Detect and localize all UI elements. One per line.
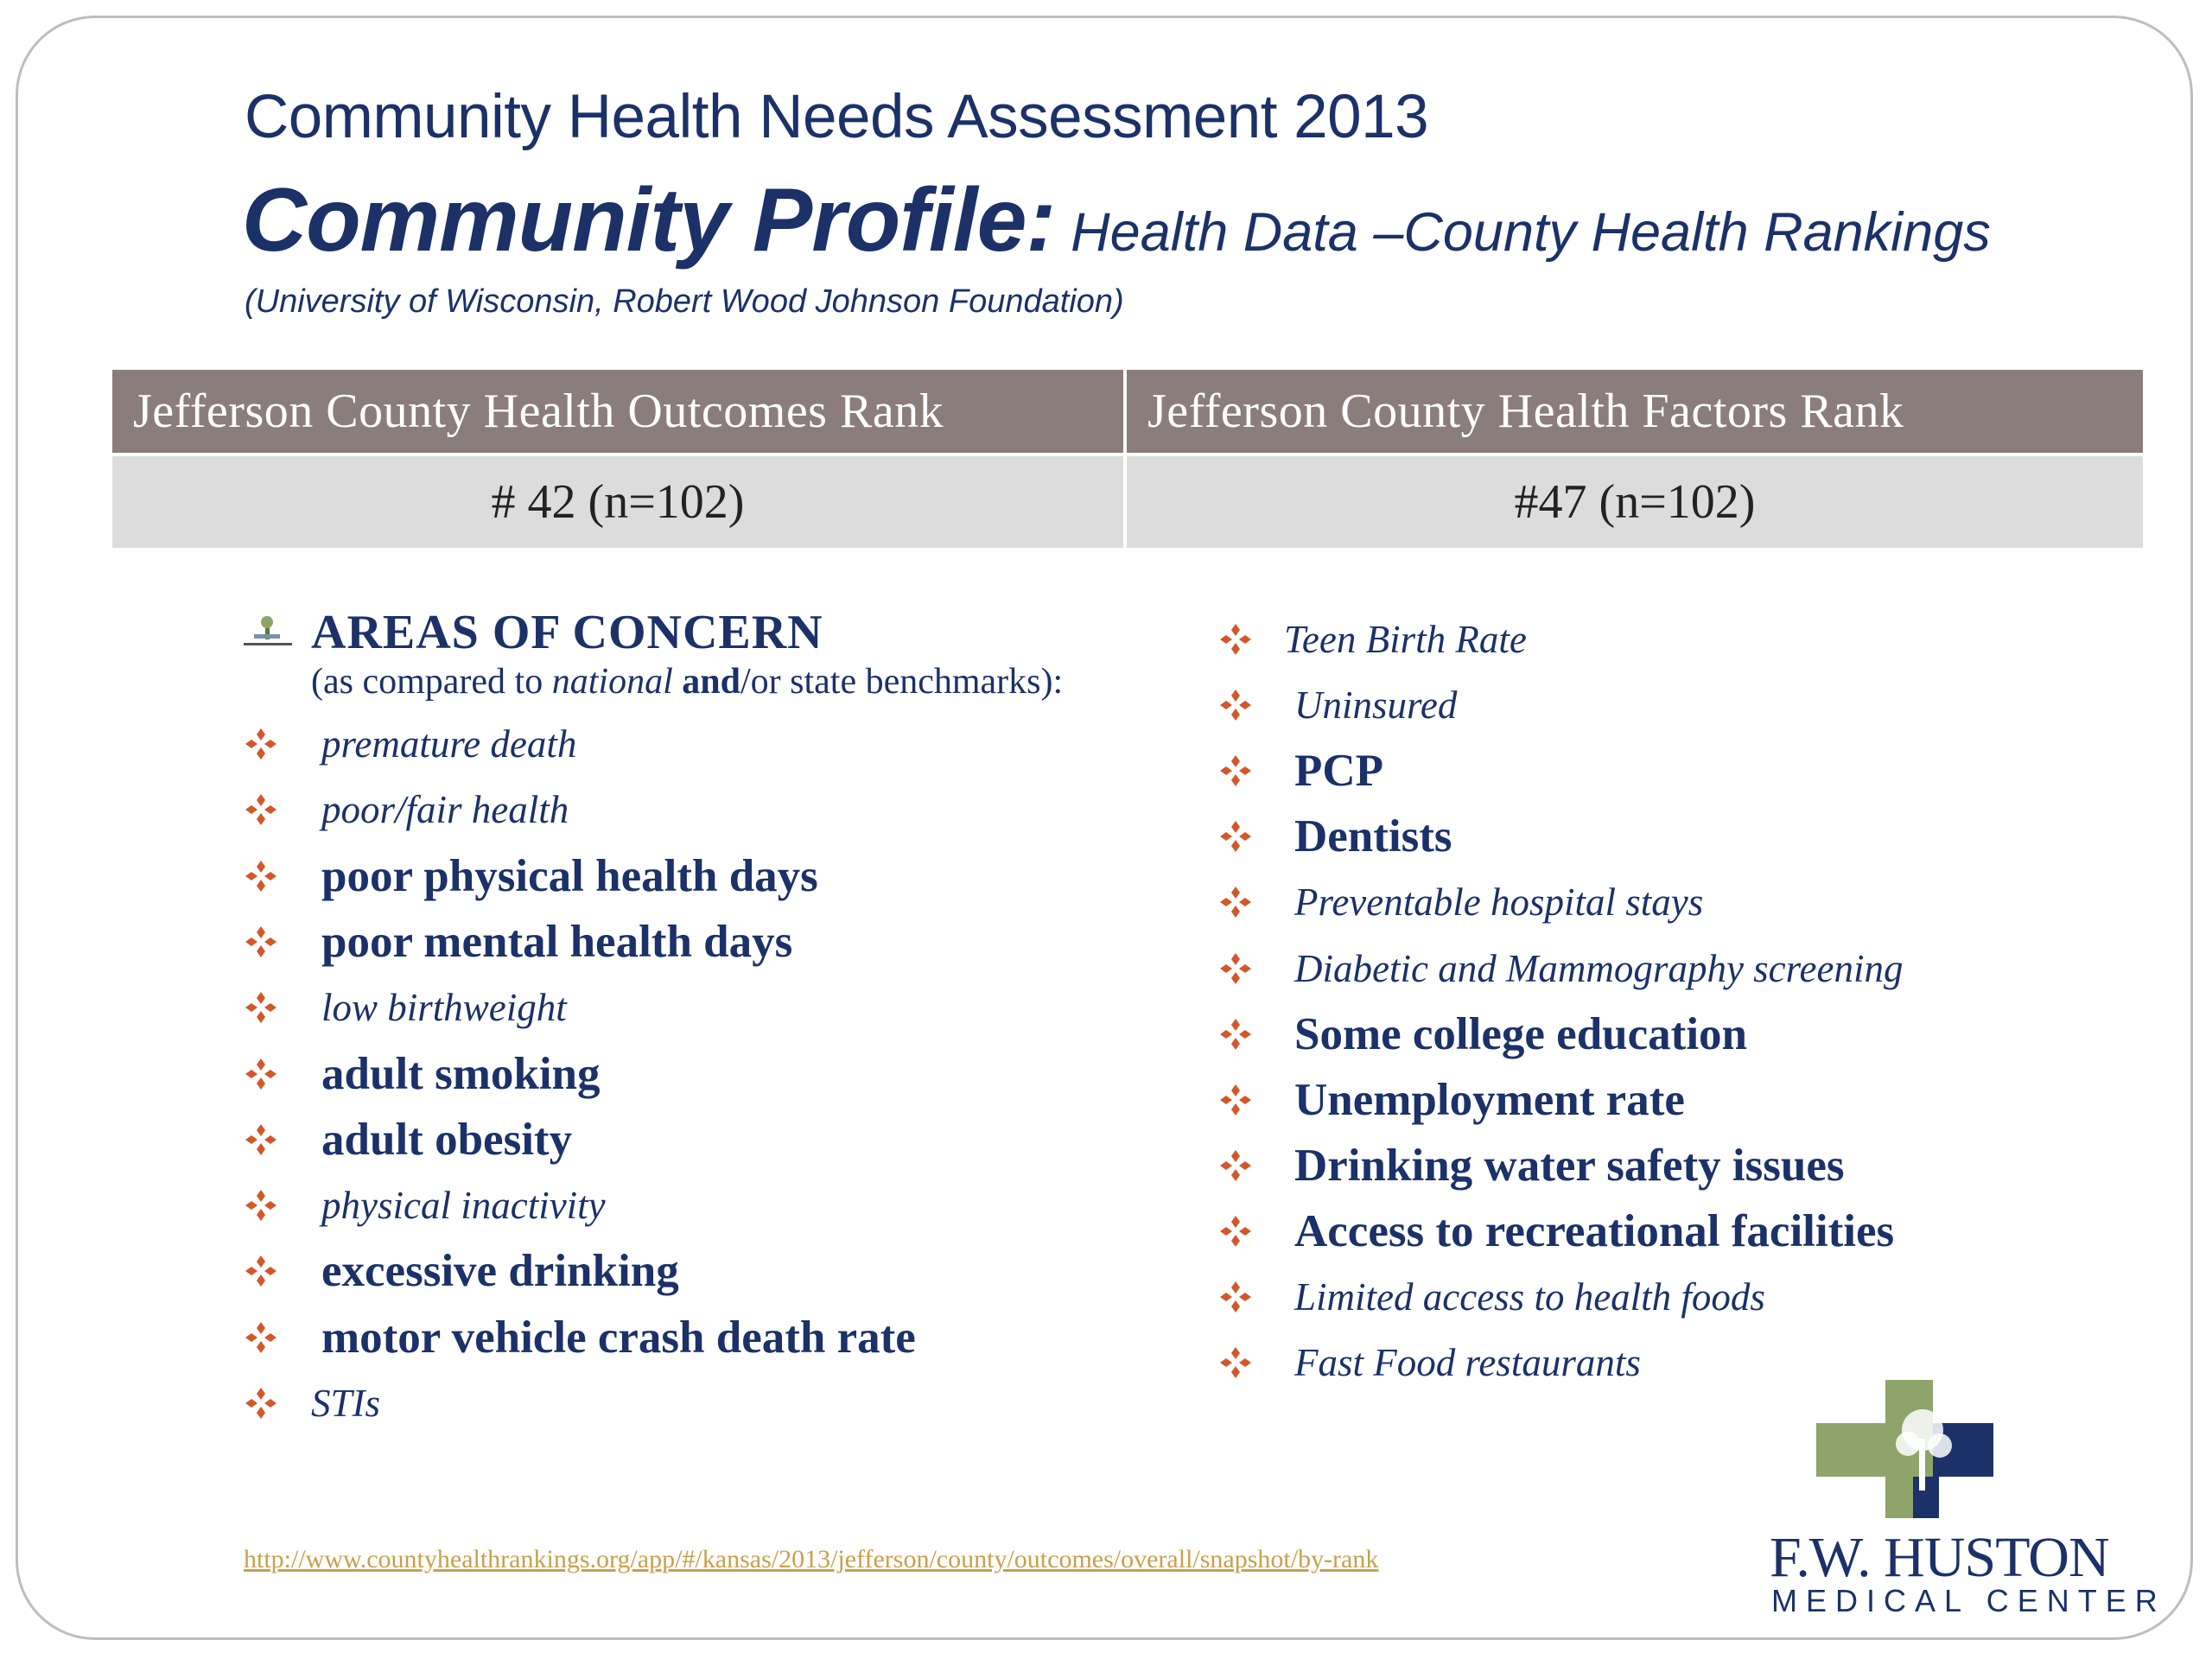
page-subtitle [242,169,1991,272]
list-item-text: low birthweight [321,986,567,1030]
subtitle-detail: Health Data –County Health Rankings [1071,202,1991,263]
diamond-bullet-icon [1218,1280,1253,1314]
diamond-bullet-icon [1218,1345,1253,1380]
outcomes-rank-header: Jefferson County Health Outcomes Rank [112,370,1123,453]
concern-sub-part: /or state benchmarks): [740,662,1064,702]
diamond-bullet-icon [1218,885,1253,919]
concern-sub-part: and [672,662,741,702]
source-note: (University of Wisconsin, Robert Wood Johnson Foundation) [245,283,1124,320]
diamond-bullet-icon [1218,1083,1253,1117]
list-item-text: adult obesity [321,1114,573,1165]
diamond-bullet-icon [244,1057,278,1091]
factors-rank-header: Jefferson County Health Factors Rank [1127,370,2143,453]
diamond-bullet-icon [244,727,278,761]
list-item-text: poor/fair health [321,788,569,832]
diamond-bullet-icon [244,1320,278,1355]
concern-subheading [311,661,1063,702]
diamond-bullet-icon [244,1188,278,1223]
diamond-bullet-icon [244,1122,278,1157]
diamond-bullet-icon [1218,951,1253,986]
diamond-bullet-icon [244,925,278,959]
diamond-bullet-icon [1218,819,1253,854]
list-item-text: physical inactivity [321,1184,606,1228]
list-item-text: poor physical health days [321,850,818,901]
subtitle-main: Community Profile: [242,170,1056,270]
concern-sub-part: (as compared to [311,662,552,702]
diamond-bullet-icon [1218,688,1253,722]
list-item-text: Unemployment rate [1294,1074,1685,1125]
list-item-text: Fast Food restaurants [1294,1341,1641,1385]
diamond-bullet-icon [244,1386,278,1421]
tree-icon [242,615,294,650]
list-item-text: excessive drinking [321,1246,679,1297]
diamond-bullet-icon [1218,622,1253,657]
list-item-text: Some college education [1294,1008,1748,1059]
list-item-text: poor mental health days [321,916,793,967]
source-link[interactable]: http://www.countyhealthrankings.org/app/#/kansas/2013/jefferson/county/outcomes/overall/snapshot/by-rank [244,1545,1379,1573]
diamond-bullet-icon [1218,1017,1253,1052]
list-item-text: Preventable hospital stays [1294,880,1704,925]
list-item-text: Limited access to health foods [1294,1275,1765,1319]
list-item-text: STIs [311,1382,381,1425]
concern-sub-part: national [551,662,673,702]
page-title: Community Health Needs Assessment 2013 [245,83,1429,151]
diamond-bullet-icon [1218,1148,1253,1183]
list-item-text: PCP [1294,746,1384,797]
outcomes-rank-value: # 42 (n=102) [112,456,1123,548]
concern-heading: AREAS OF CONCERN [311,606,823,659]
list-item-text: Teen Birth Rate [1284,618,1527,661]
list-item-text: Drinking water safety issues [1294,1140,1845,1191]
rank-table [112,370,2143,548]
list-item-text: adult smoking [321,1048,601,1099]
diamond-bullet-icon [244,990,278,1025]
diamond-bullet-icon [244,1254,278,1288]
list-item-text: Dentists [1294,811,1452,862]
factors-rank-value: #47 (n=102) [1127,456,2143,548]
list-item-text: motor vehicle crash death rate [321,1312,916,1363]
logo-name: F.W. HUSTON [1770,1526,2109,1589]
diamond-bullet-icon [244,792,278,827]
list-item-text: Diabetic and Mammography screening [1294,946,1904,990]
list-item-text: Uninsured [1294,683,1458,728]
diamond-bullet-icon [1218,1214,1253,1249]
diamond-bullet-icon [244,859,278,893]
diamond-bullet-icon [1218,753,1253,788]
logo-subtitle: MEDICAL CENTER [1771,1583,2166,1618]
list-item-text: Access to recreational facilities [1294,1205,1895,1256]
list-item-text: premature death [321,722,577,766]
